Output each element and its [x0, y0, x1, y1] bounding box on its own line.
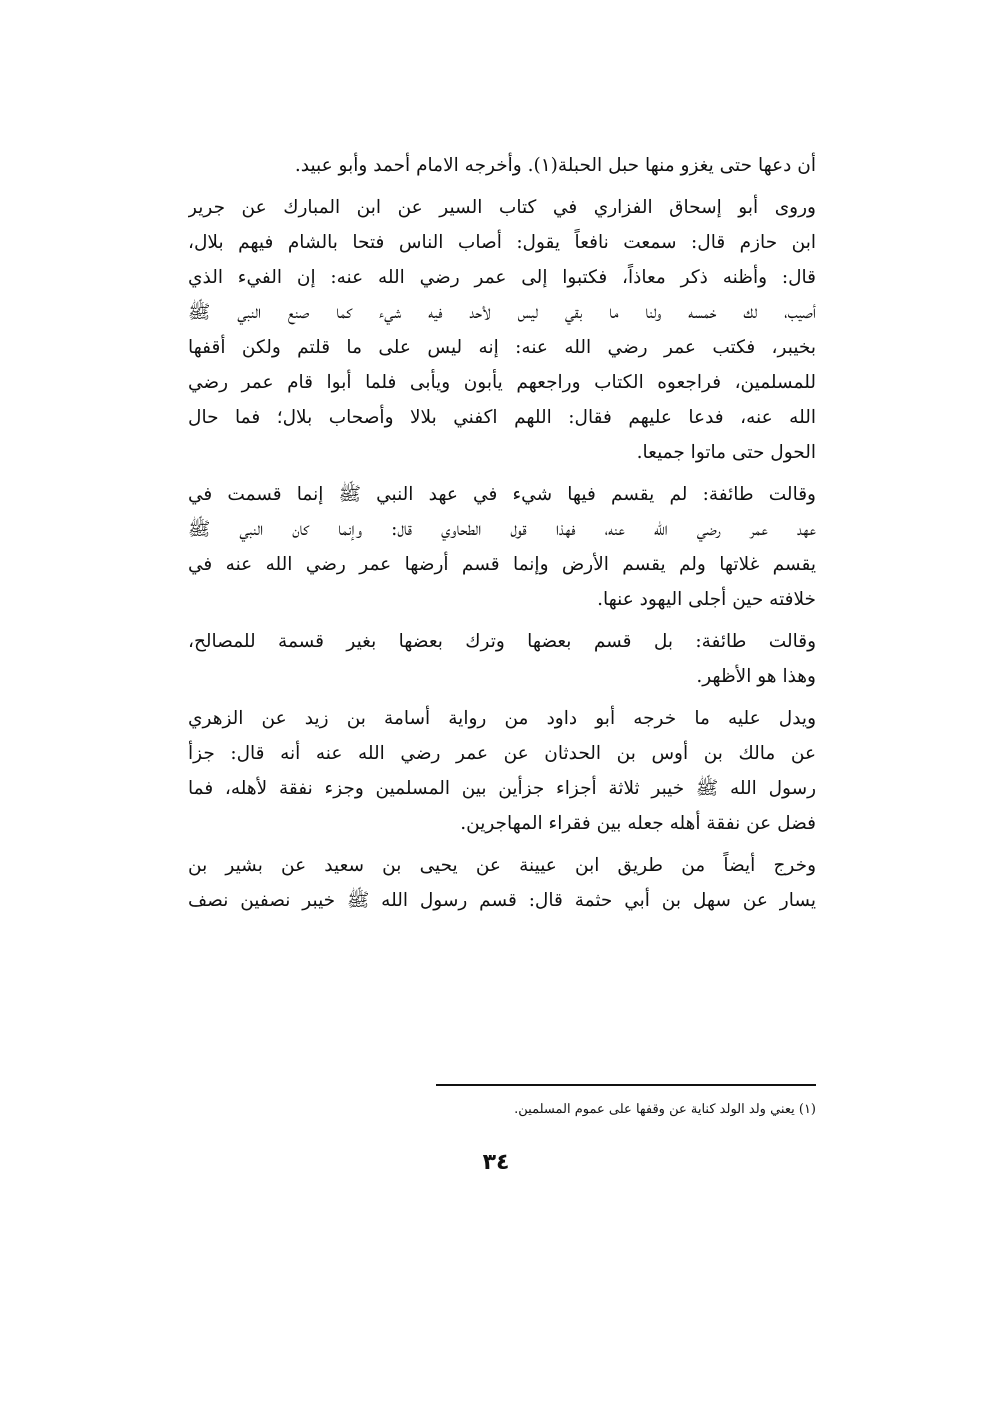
text-line: قال: وأظنه ذكر معاذاً، فكتبوا إلى عمر رضي الله عنه: إن الفيء الذي [188, 267, 816, 288]
text-line: عن مالك بن أوس بن الحدثان عن عمر رضي الله عنه أنه قال: جزأ [188, 743, 816, 764]
paragraph-4 [188, 624, 816, 694]
text-line: عهد عمر رضي الله عنه، فهذا قول الطحاوي قال: وإنما كان النبي ﷺ [188, 519, 816, 540]
paragraph-1 [188, 148, 816, 183]
text-line: فضل عن نفقة أهله جعله بين فقراء المهاجرين. [460, 813, 816, 834]
text-line: ابن حازم قال: سمعت نافعاً يقول: أصاب الناس فتحا بالشام فيهم بلال، [188, 232, 816, 253]
page-body [188, 148, 816, 925]
text-line: وقالت طائفة: بل قسم بعضها وترك بعضها بغير قسمة للمصالح، [188, 631, 816, 652]
paragraph-5 [188, 701, 816, 841]
text-line: وهذا هو الأظهر. [696, 666, 816, 687]
text-line: للمسلمين، فراجعوه الكتاب وراجعهم يأبون ويأبى فلما أبوا قام عمر رضي [188, 372, 816, 393]
text-line: بخيبر، فكتب عمر رضي الله عنه: إنه ليس على ما قلتم ولكن أقفها [188, 337, 816, 358]
text-line: وروى أبو إسحاق الفزاري في كتاب السير عن ابن المبارك عن جرير [188, 197, 816, 218]
text-line: وخرج أيضاً من طريق ابن عيينة عن يحيى بن سعيد عن بشير بن [188, 855, 816, 876]
footnote-separator [436, 1084, 816, 1086]
text-line: وقالت طائفة: لم يقسم فيها شيء في عهد النبي ﷺ إنما قسمت في [188, 484, 816, 505]
text-line: الله عنه، فدعا عليهم فقال: اللهم اكفني بلالا وأصحاب بلال؛ فما حال [188, 407, 816, 428]
text-line: ويدل عليه ما خرجه أبو داود من رواية أسامة بن زيد عن الزهري [188, 708, 816, 729]
paragraph-3 [188, 477, 816, 617]
text-line: يقسم غلاتها ولم يقسم الأرض وإنما قسم أرضها عمر رضي الله عنه في [188, 554, 816, 575]
text-line: أصيب، لك خمسه ولنا ما بقي ليس لأحد فيه شيء كما صنع النبي ﷺ [188, 302, 816, 323]
page-number: ٣٤ [482, 1150, 510, 1175]
text-line: الحول حتى ماتوا جميعا. [636, 442, 816, 463]
paragraph-2 [188, 190, 816, 470]
text-line: رسول الله ﷺ خيبر ثلاثة أجزاء جزأين بين المسلمين وجزء نفقة لأهله، فما [188, 778, 816, 799]
footnote: (١) يعني ولد الولد كناية عن وقفها على عموم المسلمين. [514, 1102, 816, 1117]
text-line: خلافته حين أجلى اليهود عنها. [597, 589, 816, 610]
text-line: أن دعها حتى يغزو منها حبل الحبلة(١). وأخرجه الامام أحمد وأبو عبيد. [294, 155, 816, 176]
text-line: يسار عن سهل بن أبي حثمة قال: قسم رسول الله ﷺ خيبر نصفين نصف [188, 890, 816, 911]
paragraph-6 [188, 848, 816, 918]
